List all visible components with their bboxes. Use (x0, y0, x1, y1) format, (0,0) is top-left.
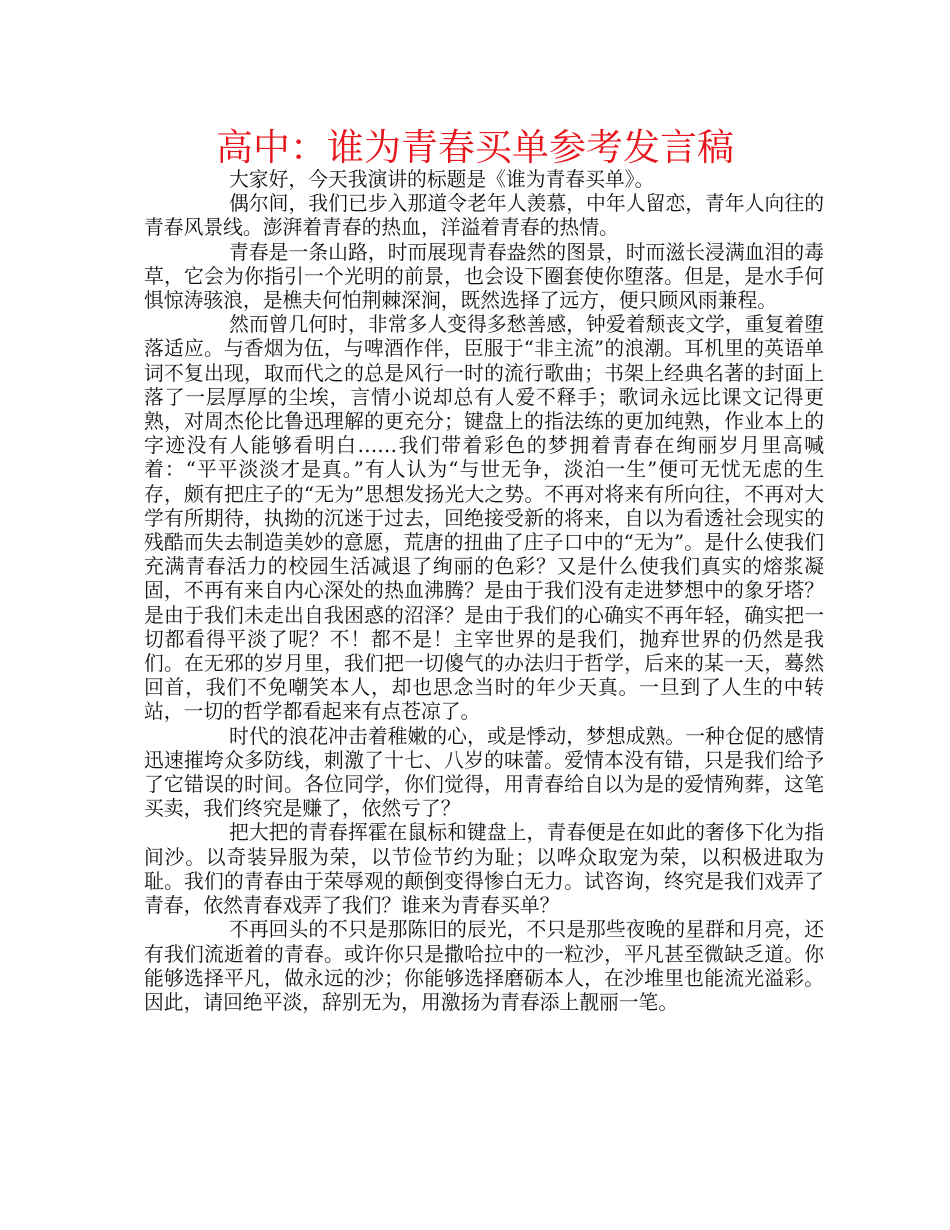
paragraph-mountain-road: 青春是一条山路，时而展现青春盎然的图景，时而滋长浸满血泪的毒草，它会为你指引一个光明的前景，也会设下圈套使你堕落。但是，是水手何惧惊涛骇浪，是樵夫何怕荆棘深涧，既然选择了远方，便只顾风雨兼程。 (144, 240, 824, 313)
paragraph-greeting: 大家好，今天我演讲的标题是《谁为青春买单》。 (229, 168, 655, 191)
document-title: 高中：谁为青春买单参考发言稿 (216, 126, 734, 169)
paragraph-conclusion: 不再回头的不只是那陈旧的辰光，不只是那些夜晚的星群和月亮，还有我们流逝着的青春。或许你只是撒哈拉中的一粒沙，平凡甚至微缺乏道。你能够选择平凡，做永远的沙；你能够选择磨砺本人，在沙堆里也能流光溢彩。因此，请回绝平淡，辞别无为，用激扬为青春添上靓丽一笔。 (144, 918, 824, 1014)
paragraph-youth-scenery: 偶尔间，我们已步入那道令老年人羡慕，中年人留恋，青年人向往的青春风景线。澎湃着青春的热血，洋溢着青春的热情。 (144, 192, 824, 240)
document-body (144, 168, 824, 1015)
paragraph-love: 时代的浪花冲击着稚嫩的心，或是悸动，梦想成熟。一种仓促的感情迅速摧垮众多防线，刺激了十七、八岁的味蕾。爱情本没有错，只是我们给予了它错误的时间。各位同学，你们觉得，用青春给自以为是的爱情殉葬，这笔买卖，我们终究是赚了，依然亏了？ (144, 724, 824, 821)
paragraph-waste: 把大把的青春挥霍在鼠标和键盘上，青春便是在如此的奢侈下化为指间沙。以奇装异服为荣，以节俭节约为耻；以哗众取宠为荣，以积极进取为耻。我们的青春由于荣辱观的颠倒变得惨白无力。试咨询，终究是我们戏弄了青春，依然青春戏弄了我们？谁来为青春买单？ (144, 821, 824, 918)
paragraph-sentimentality: 然而曾几何时，非常多人变得多愁善感，钟爱着颓丧文学，重复着堕落适应。与香烟为伍，与啤酒作伴，臣服于“非主流”的浪潮。耳机里的英语单词不复出现，取而代之的总是风行一时的流行歌曲；书架上经典名著的封面上落了一层厚厚的尘埃，言情小说却总有人爱不释手；歌词永远比课文记得更熟，对周杰伦比鲁迅理解的更充分；键盘上的指法练的更加纯熟，作业本上的字迹没有人能够看明白……我们带着彩色的梦拥着青春在绚丽岁月里高喊着：“平平淡淡才是真。”有人认为“与世无争，淡泊一生”便可无忧无虑的生存，颇有把庄子的“无为”思想发扬光大之势。不再对将来有所向往，不再对大学有所期待，执拗的沉迷于过去，回绝接受新的将来，自以为看透社会现实的残酷而失去制造美妙的意愿，荒唐的扭曲了庄子口中的“无为”。是什么使我们充满青春活力的校园生活减退了绚丽的色彩？又是什么使我们真实的熔浆凝固，不再有来自内心深处的热血沸腾？是由于我们没有走进梦想中的象牙塔？是由于我们未走出自我困惑的沼泽？是由于我们的心确实不再年轻，确实把一切都看得平淡了呢？不！都不是！主宰世界的是我们，抛弃世界的仍然是我们。在无邪的岁月里，我们把一切傻气的办法归于哲学，后来的某一天，蓦然回首，我们不免嘲笑本人，却也思念当时的年少天真。一旦到了人生的中转站，一切的哲学都看起来有点苍凉了。 (144, 313, 824, 724)
